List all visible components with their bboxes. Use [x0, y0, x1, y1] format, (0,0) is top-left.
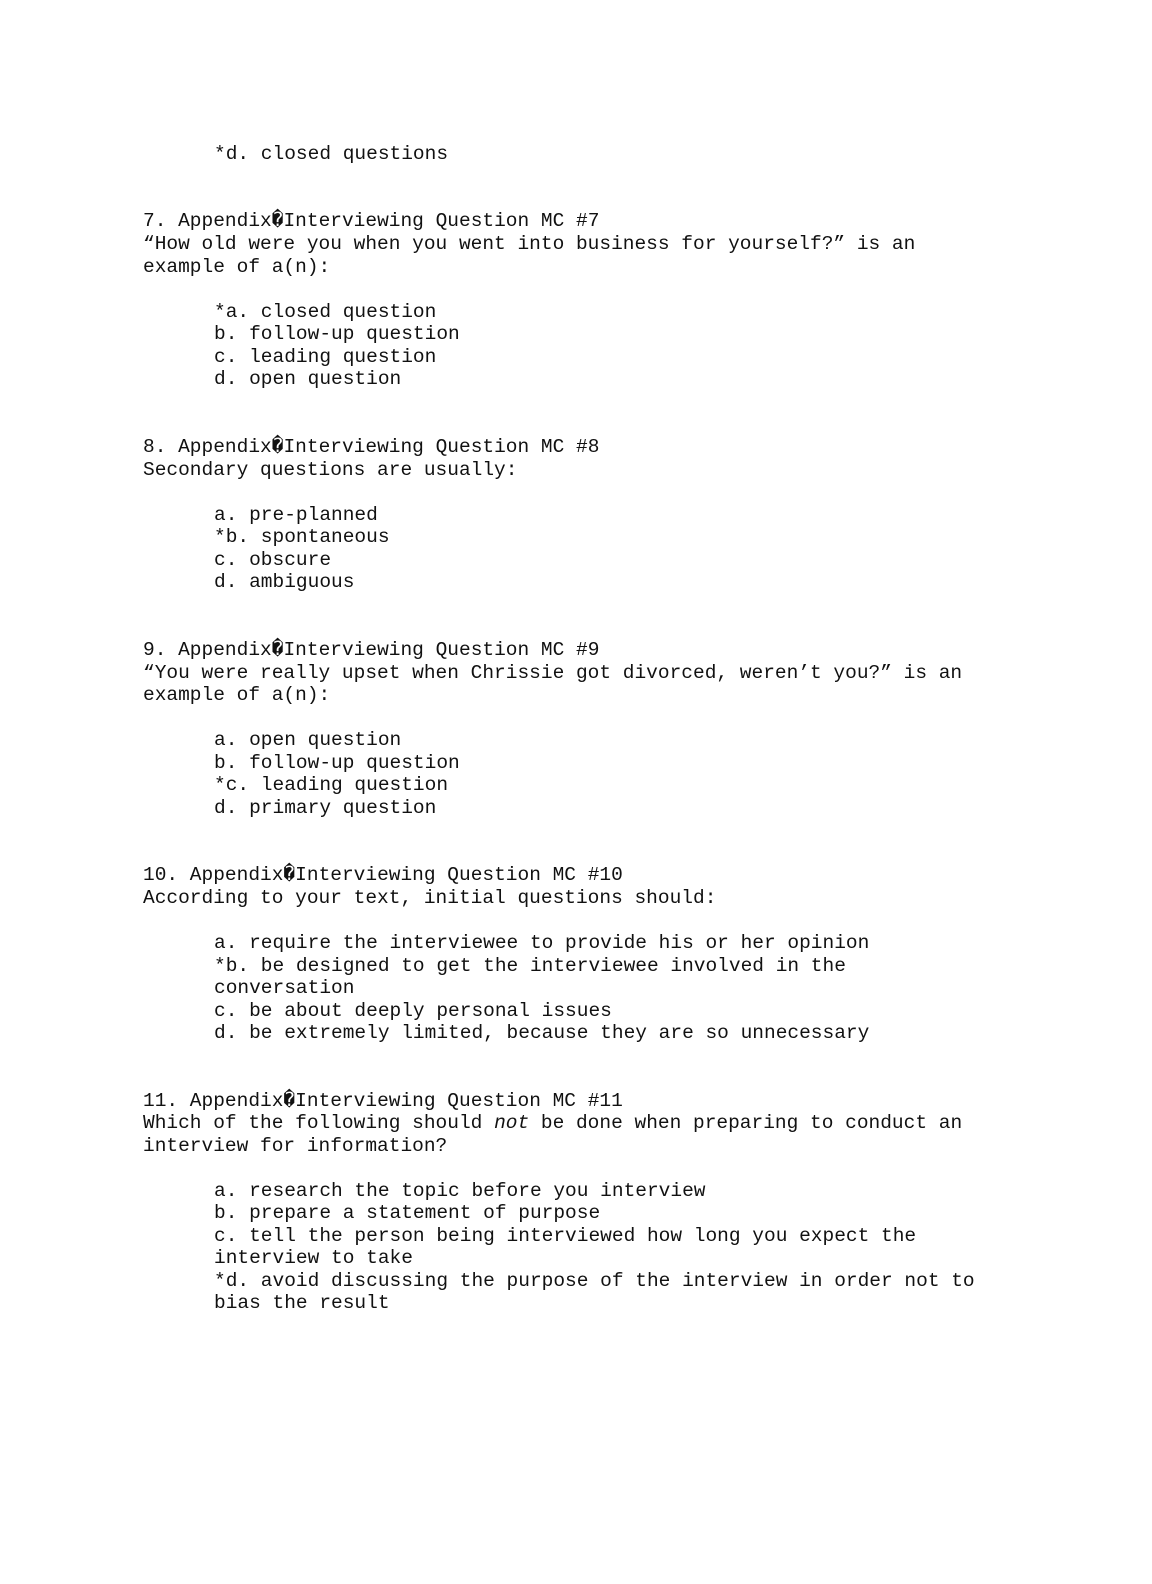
question-heading: 7. Appendix�Interviewing Question MC #7 — [143, 210, 600, 232]
question-stem: interview for information? — [143, 1135, 448, 1157]
answer-option: a. pre-planned — [214, 504, 378, 526]
answer-option: *d. closed questions — [214, 143, 449, 165]
answer-option: *b. be designed to get the interviewee involved in the — [214, 955, 846, 977]
question-heading: 11. Appendix�Interviewing Question MC #11 — [143, 1090, 623, 1112]
stem-text: be done when preparing to conduct an — [529, 1112, 963, 1134]
stem-emphasis: not — [494, 1112, 530, 1134]
answer-option: c. leading question — [214, 346, 437, 368]
answer-option: *b. spontaneous — [214, 526, 390, 548]
stem-text: Which of the following should — [143, 1112, 495, 1134]
answer-option: d. ambiguous — [214, 571, 355, 593]
question-stem: “You were really upset when Chrissie got divorced, weren’t you?” is an — [143, 662, 963, 684]
answer-option: a. open question — [214, 729, 402, 751]
answer-option: c. be about deeply personal issues — [214, 1000, 612, 1022]
question-stem — [143, 1111, 962, 1135]
question-stem: Secondary questions are usually: — [143, 459, 518, 481]
answer-option: a. require the interviewee to provide his or her opinion — [214, 932, 870, 954]
answer-option: c. obscure — [214, 549, 332, 571]
answer-option: b. follow-up question — [214, 752, 460, 774]
question-stem: example of a(n): — [143, 256, 331, 278]
answer-option: d. primary question — [214, 797, 437, 819]
question-stem: “How old were you when you went into business for yourself?” is an — [143, 233, 916, 255]
question-stem: example of a(n): — [143, 684, 331, 706]
question-stem: According to your text, initial questions should: — [143, 887, 717, 909]
answer-option: d. be extremely limited, because they are so unnecessary — [214, 1022, 870, 1044]
answer-option: a. research the topic before you interview — [214, 1180, 706, 1202]
answer-option: b. prepare a statement of purpose — [214, 1202, 601, 1224]
question-heading: 9. Appendix�Interviewing Question MC #9 — [143, 639, 600, 661]
answer-option: *a. closed question — [214, 301, 437, 323]
question-heading: 8. Appendix�Interviewing Question MC #8 — [143, 436, 600, 458]
answer-option: c. tell the person being interviewed how long you expect the — [214, 1225, 917, 1247]
question-heading: 10. Appendix�Interviewing Question MC #10 — [143, 864, 623, 886]
answer-option: *c. leading question — [214, 774, 449, 796]
answer-option: d. open question — [214, 368, 402, 390]
answer-option: b. follow-up question — [214, 323, 460, 345]
answer-option: *d. avoid discussing the purpose of the interview in order not to — [214, 1270, 975, 1292]
answer-option-continuation: conversation — [214, 977, 355, 999]
answer-option-continuation: bias the result — [214, 1292, 390, 1314]
answer-option-continuation: interview to take — [214, 1247, 413, 1269]
